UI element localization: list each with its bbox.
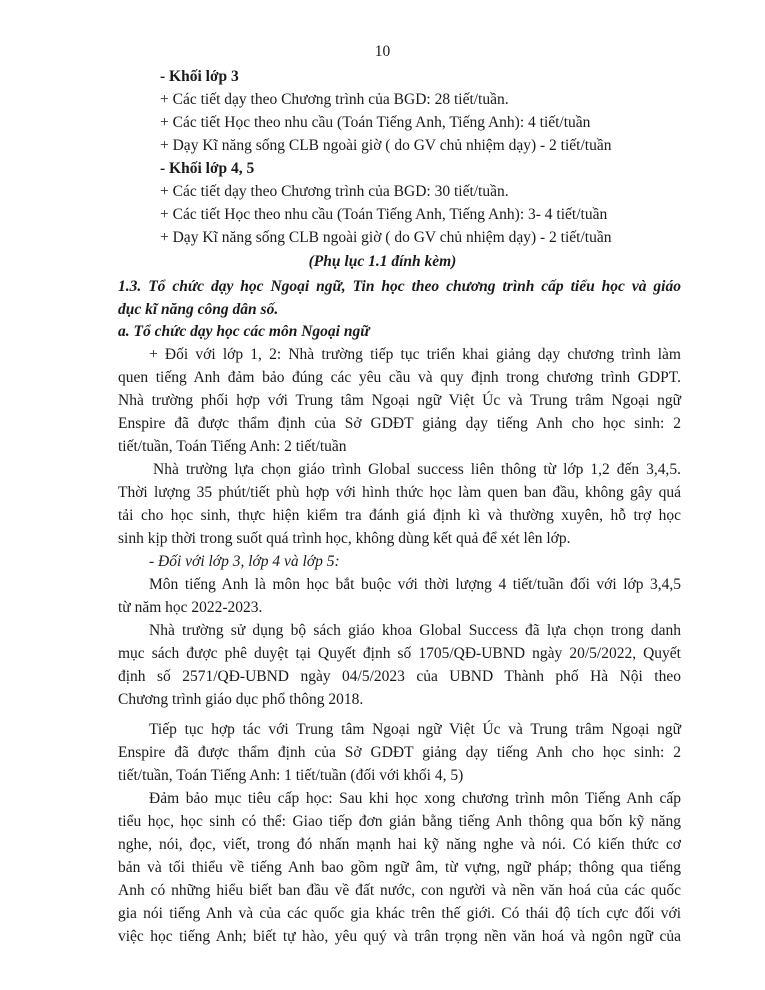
paragraph-line: Thời lượng 35 phút/tiết phù hợp với hình thức học làm quen ban đầu, không gây quá (118, 484, 681, 501)
paragraph-line: sinh kịp thời trong suốt quá trình học, không dùng kết quả để xét lên lớp. (118, 530, 571, 547)
paragraph-line: gia nói tiếng Anh và của các quốc gia khác trên thế giới. Có thái độ tích cực đối với (118, 905, 681, 922)
paragraph-line: định số 2571/QĐ-UBND ngày 04/5/2023 của UBND Thành phố Hà Nội theo (118, 668, 681, 685)
grade45-item: + Các tiết Học theo nhu cầu (Toán Tiếng Anh, Tiếng Anh): 3- 4 tiết/tuần (160, 206, 608, 223)
appendix-note: (Phụ lục 1.1 đính kèm) (308, 253, 457, 270)
grade45-heading: - Khối lớp 4, 5 (160, 160, 255, 177)
grade345-heading: - Đối với lớp 3, lớp 4 và lớp 5: (149, 553, 340, 570)
grade45-item: + Dạy Kĩ năng sống CLB ngoài giờ ( do GV chủ nhiệm dạy) - 2 tiết/tuần (160, 229, 612, 246)
sub-heading: a. Tổ chức dạy học các môn Ngoại ngữ (118, 323, 370, 340)
paragraph-line: từ năm học 2022-2023. (118, 599, 263, 616)
grade3-item: + Các tiết Học theo nhu cầu (Toán Tiếng Anh, Tiếng Anh): 4 tiết/tuần (160, 114, 591, 131)
paragraph-line: tiểu học, học sinh có thể: Giao tiếp đơn giản bằng tiếng Anh thông qua bốn kỹ năng (118, 813, 681, 830)
paragraph-line: tiết/tuần, Toán Tiếng Anh: 1 tiết/tuần (đối với khối 4, 5) (118, 767, 464, 784)
paragraph-line: Đảm bảo mục tiêu cấp học: Sau khi học xong chương trình môn Tiếng Anh cấp (149, 790, 681, 807)
paragraph-line: việc học tiếng Anh; biết tự hào, yêu quý và trân trọng nền văn hoá và ngôn ngữ của (118, 928, 681, 945)
paragraph-line: quen tiếng Anh đảm bảo đúng các yêu cầu và quy định trong chương trình GDPT. (118, 369, 681, 386)
page-number: 10 (374, 43, 391, 60)
section-heading: dục kĩ năng công dân số. (118, 301, 279, 318)
section-heading: 1.3. Tổ chức dạy học Ngoại ngữ, Tin học theo chương trình cấp tiểu học và giáo (118, 278, 681, 295)
paragraph-line: Môn tiếng Anh là môn học bắt buộc với thời lượng 4 tiết/tuần đối với lớp 3,4,5 (149, 576, 681, 593)
paragraph-line: Nhà trường lựa chọn giáo trình Global success liên thông từ lớp 1,2 đến 3,4,5. (153, 461, 681, 478)
paragraph-line: Enspire đã được thẩm định của Sở GDĐT giảng dạy tiếng Anh cho học sinh: 2 (118, 415, 681, 432)
paragraph-line: Anh có những hiểu biết ban đầu về đất nước, con người và nền văn hoá của các quốc (118, 882, 681, 899)
paragraph-line: Chương trình giáo dục phổ thông 2018. (118, 691, 364, 708)
paragraph-line: Enspire đã được thẩm định của Sở GDĐT giảng dạy tiếng Anh cho học sinh: 2 (118, 744, 681, 761)
paragraph-line: bản và tối thiểu về tiếng Anh bao gồm ngữ âm, từ vựng, ngữ pháp; thông qua tiếng (118, 859, 681, 876)
paragraph-line: + Đối với lớp 1, 2: Nhà trường tiếp tục triển khai giảng dạy chương trình làm (149, 346, 681, 363)
grade45-item: + Các tiết dạy theo Chương trình của BGD: 30 tiết/tuần. (160, 183, 509, 200)
grade3-item: + Dạy Kĩ năng sống CLB ngoài giờ ( do GV chủ nhiệm dạy) - 2 tiết/tuần (160, 137, 612, 154)
paragraph-line: Tiếp tục hợp tác với Trung tâm Ngoại ngữ Việt Úc và Trung trâm Ngoại ngữ (149, 721, 681, 738)
paragraph-line: tải cho học sinh, thực hiện kiểm tra đánh giá định kì và thường xuyên, hỗ trợ học (118, 507, 681, 524)
grade3-item: + Các tiết dạy theo Chương trình của BGD: 28 tiết/tuần. (160, 91, 509, 108)
grade3-heading: - Khối lớp 3 (160, 68, 239, 85)
paragraph-line: nghe, nói, đọc, viết, trong đó nhấn mạnh hai kỹ năng nghe và nói. Có kiến thức cơ (118, 836, 681, 853)
paragraph-line: Nhà trường phối hợp với Trung tâm Ngoại ngữ Việt Úc và Trung trâm Ngoại ngữ (118, 392, 681, 409)
paragraph-line: tiết/tuần, Toán Tiếng Anh: 2 tiết/tuần (118, 438, 347, 455)
paragraph-line: mục sách được phê duyệt tại Quyết định số 1705/QĐ-UBND ngày 20/5/2022, Quyết (118, 645, 681, 662)
paragraph-line: Nhà trường sử dụng bộ sách giáo khoa Global Success đã lựa chọn trong danh (149, 622, 681, 639)
